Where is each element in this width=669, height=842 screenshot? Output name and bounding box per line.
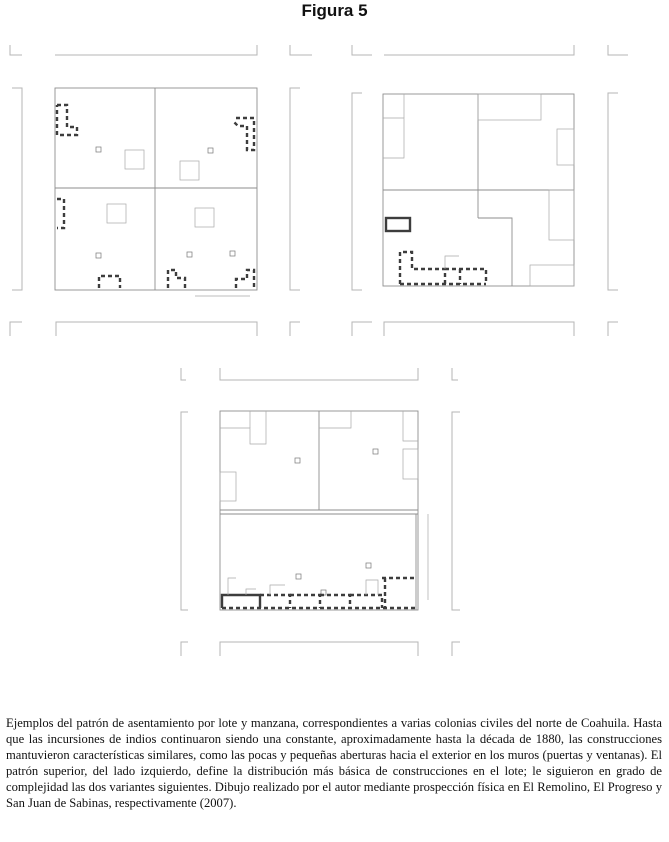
building-walls — [386, 218, 486, 284]
figure-caption: Ejemplos del patrón de asentamiento por lote y manzana, correspondientes a varias colonias civiles del norte de Coahuila. Hasta que las incursiones de indios continuaron siendo una constante, aproximadamente hasta la década de 1880, las construcciones mantuvieron características similares, como las pocas y pequeñas aberturas hacia el exterior en los muros (puertas y ventanas). El patrón superior, del lado izquierdo, define la distribución más básica de construcciones en el lote; le siguieron en grado de complejidad las dos variantes siguientes. Dibujo realizado por el autor mediante prospección física en El Remolino, El Progreso y San Juan de Sabinas, respectivamente (2007). — [6, 716, 662, 810]
plan-el-remolino — [10, 45, 312, 336]
street-edges — [352, 45, 628, 336]
building-walls — [222, 578, 417, 608]
small-symbols — [96, 147, 235, 258]
small-symbols — [295, 449, 378, 595]
block-outline — [55, 88, 257, 290]
plan-el-progreso — [352, 45, 628, 336]
plan-san-juan-de-sabinas — [181, 368, 460, 656]
figure-title: Figura 5 — [301, 1, 368, 20]
building-walls — [57, 105, 254, 288]
courtyard-wells — [107, 150, 214, 227]
